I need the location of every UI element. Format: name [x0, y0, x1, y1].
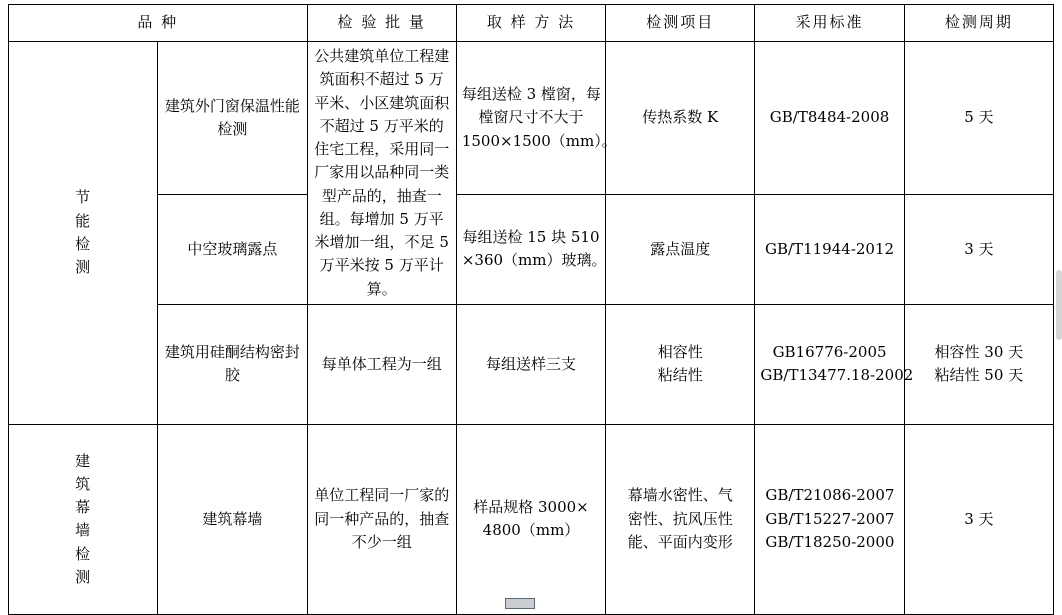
- column-header-test-item: 检测项目: [606, 5, 755, 42]
- test-item-cell-compat-adhesion: 相容性 粘结性: [606, 304, 755, 424]
- test-item-cell-curtain-wall: 幕墙水密性、气 密性、抗风压性 能、平面内变形: [606, 424, 755, 614]
- batch-cell-energy-window: 公共建筑单位工程建筑面积不超过 5 万平米、小区建筑面积不超过 5 万平米的住宅工程，采用同一厂家用以品种同一类型产品的，抽查一组。每增加 5 万平米增加一组，不足 5 万平米按 5 万平计算。: [307, 42, 456, 305]
- vertical-scrollbar[interactable]: [1056, 270, 1062, 340]
- cycle-cell-sealant: 相容性 30 天 粘结性 50 天: [904, 304, 1053, 424]
- cycle-cell-3days-glass: 3 天: [904, 194, 1053, 304]
- page-bottom-marker: [505, 598, 535, 609]
- product-cell-silicone-sealant: 建筑用硅酮结构密封胶: [158, 304, 307, 424]
- category-label: 建筑幕墙检测: [75, 451, 92, 586]
- category-label: 节能检测: [75, 188, 92, 277]
- column-header-product: 品 种: [9, 5, 308, 42]
- product-cell-window-insulation: 建筑外门窗保温性能检测: [158, 42, 307, 195]
- test-item-cell-heat-transfer: 传热系数 K: [606, 42, 755, 195]
- column-header-batch: 检 验 批 量: [307, 5, 456, 42]
- product-cell-insulating-glass: 中空玻璃露点: [158, 194, 307, 304]
- table-header: [9, 5, 1054, 42]
- test-item-cell-dew-point: 露点温度: [606, 194, 755, 304]
- column-header-standard: 采用标准: [755, 5, 904, 42]
- standard-cell-gbt11944: GB/T11944-2012: [755, 194, 904, 304]
- table-row: [9, 424, 1054, 614]
- inspection-spec-table: [8, 4, 1054, 615]
- table-body: [9, 42, 1054, 615]
- table-row: [9, 42, 1054, 195]
- standard-cell-gbt8484: GB/T8484-2008: [755, 42, 904, 195]
- standard-cell-sealant: GB16776-2005 GB/T13477.18-2002: [755, 304, 904, 424]
- sampling-cell-window: 每组送检 3 樘窗，每 樘窗尺寸不大于 1500×1500（mm）。: [456, 42, 605, 195]
- header-row: [9, 5, 1054, 42]
- table-row: [9, 304, 1054, 424]
- batch-cell-curtain-wall: 单位工程同一厂家的同一种产品的，抽查不少一组: [307, 424, 456, 614]
- standard-cell-curtain-wall: GB/T21086-2007 GB/T15227-2007 GB/T18250-2000: [755, 424, 904, 614]
- sampling-cell-glass: 每组送检 15 块 510 ×360（mm）玻璃。: [456, 194, 605, 304]
- category-cell-energy: [9, 42, 158, 425]
- cycle-cell-3days-curtain: 3 天: [904, 424, 1053, 614]
- category-cell-curtain-wall: [9, 424, 158, 614]
- sampling-cell-sealant: 每组送样三支: [456, 304, 605, 424]
- table-row: [9, 194, 1054, 304]
- product-cell-curtain-wall: 建筑幕墙: [158, 424, 307, 614]
- column-header-cycle: 检测周期: [904, 5, 1053, 42]
- column-header-sampling: 取 样 方 法: [456, 5, 605, 42]
- sampling-cell-curtain-wall: 样品规格 3000× 4800（mm）: [456, 424, 605, 614]
- cycle-cell-5days: 5 天: [904, 42, 1053, 195]
- batch-cell-sealant: 每单体工程为一组: [307, 304, 456, 424]
